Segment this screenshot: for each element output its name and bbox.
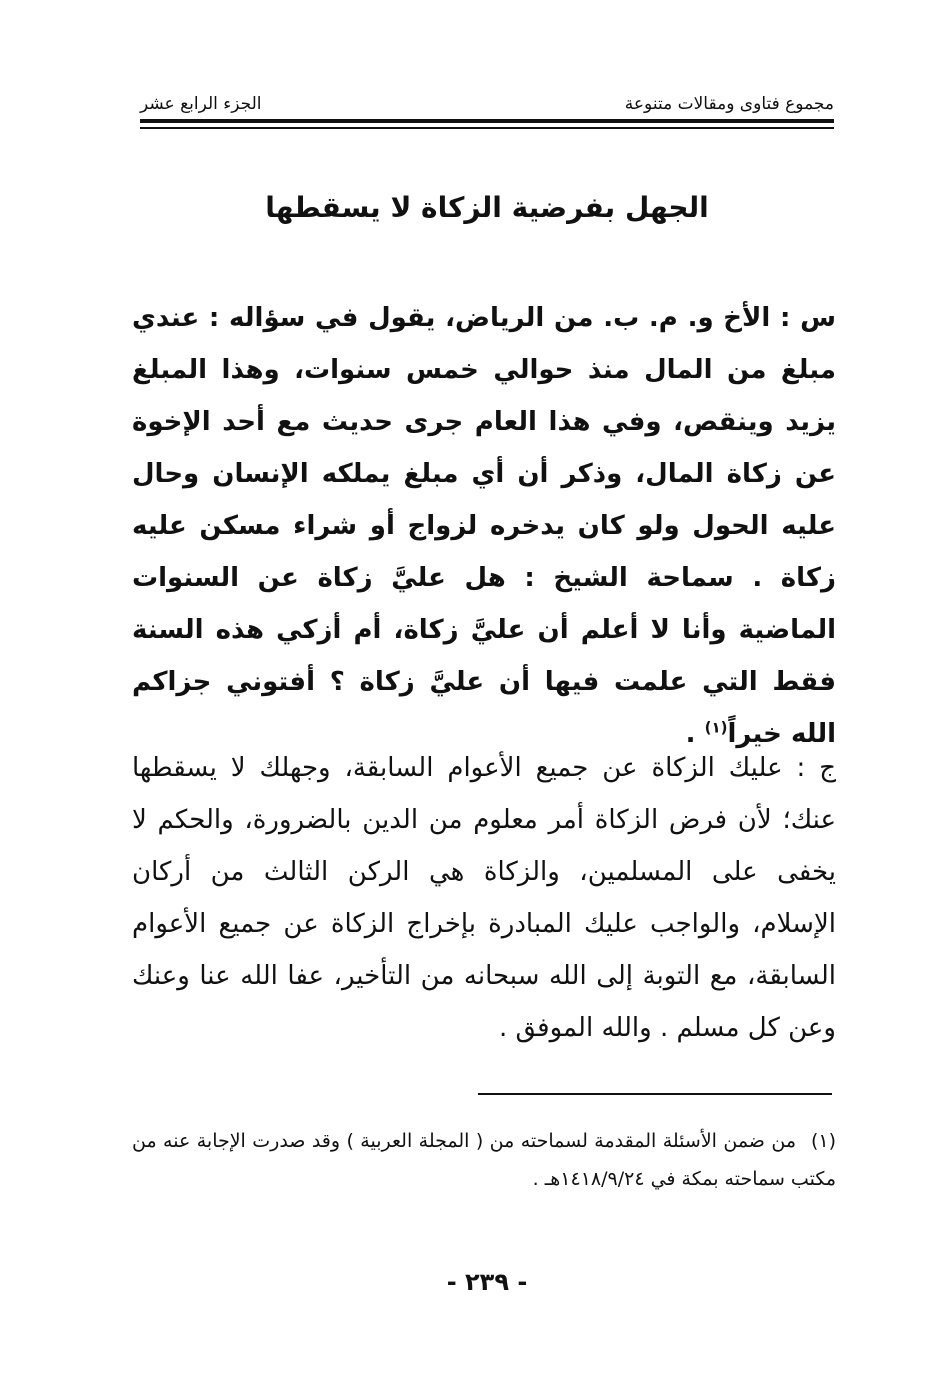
answer-paragraph: ج : عليك الزكاة عن جميع الأعوام السابقة، وجهلك لا يسقطها عنك؛ لأن فرض الزكاة أمر معلوم من الدين بالضرورة، والحكم لا يخفى على المسلمين، والزكاة هي الركن الثالث من أركان الإسلام، والواجب عليك المبادرة بإخراج الزكاة عن جميع الأعوام السابقة، مع التوبة إلى الله سبحانه من التأخير، عفا الله عنا وعنك وعن كل مسلم . والله الموفق .: [132, 753, 836, 1043]
question-end: .: [685, 719, 705, 749]
footnote-separator: [478, 1093, 832, 1095]
question-text: س : الأخ و. م. ب. من الرياض، يقول في سؤاله : عندي مبلغ من المال منذ حوالي خمس سنوات، وهذا المبلغ يزيد وينقص، وفي هذا العام جرى حديث مع أحد الإخوة عن زكاة المال، وذكر أن أي مبلغ يملكه الإنسان وحال عليه الحول ولو كان يدخره لزواج أو شراء مسكن عليه زكاة . سماحة الشيخ : هل عليَّ زكاة عن السنوات الماضية وأنا لا أعلم أن عليَّ زكاة، أم أزكي هذه السنة فقط التي علمت فيها أن عليَّ زكاة ؟ أفتوني جزاكم الله خيراً: [132, 303, 836, 749]
volume-label: الجزء الرابع عشر: [140, 94, 262, 114]
article-title: الجهل بفرضية الزكاة لا يسقطها: [265, 191, 709, 224]
footnote-reference[interactable]: (١): [704, 718, 728, 737]
question-paragraph: [132, 292, 836, 760]
header-rule-thick: [140, 119, 834, 123]
footnote-text: من ضمن الأسئلة المقدمة لسماحته من ( المجلة العربية ) وقد صدرت الإجابة عنه من مكتب سماحته بمكة في ١٤١٨/٩/٢٤هـ .: [132, 1130, 836, 1190]
book-title: مجموع فتاوى ومقالات متنوعة: [624, 94, 834, 114]
running-header: [140, 84, 834, 116]
page-number: - ٢٣٩ -: [446, 1268, 528, 1296]
footnote-marker: (١): [810, 1130, 836, 1152]
header-rule-thin: [140, 127, 834, 129]
footnote: [132, 1122, 836, 1198]
